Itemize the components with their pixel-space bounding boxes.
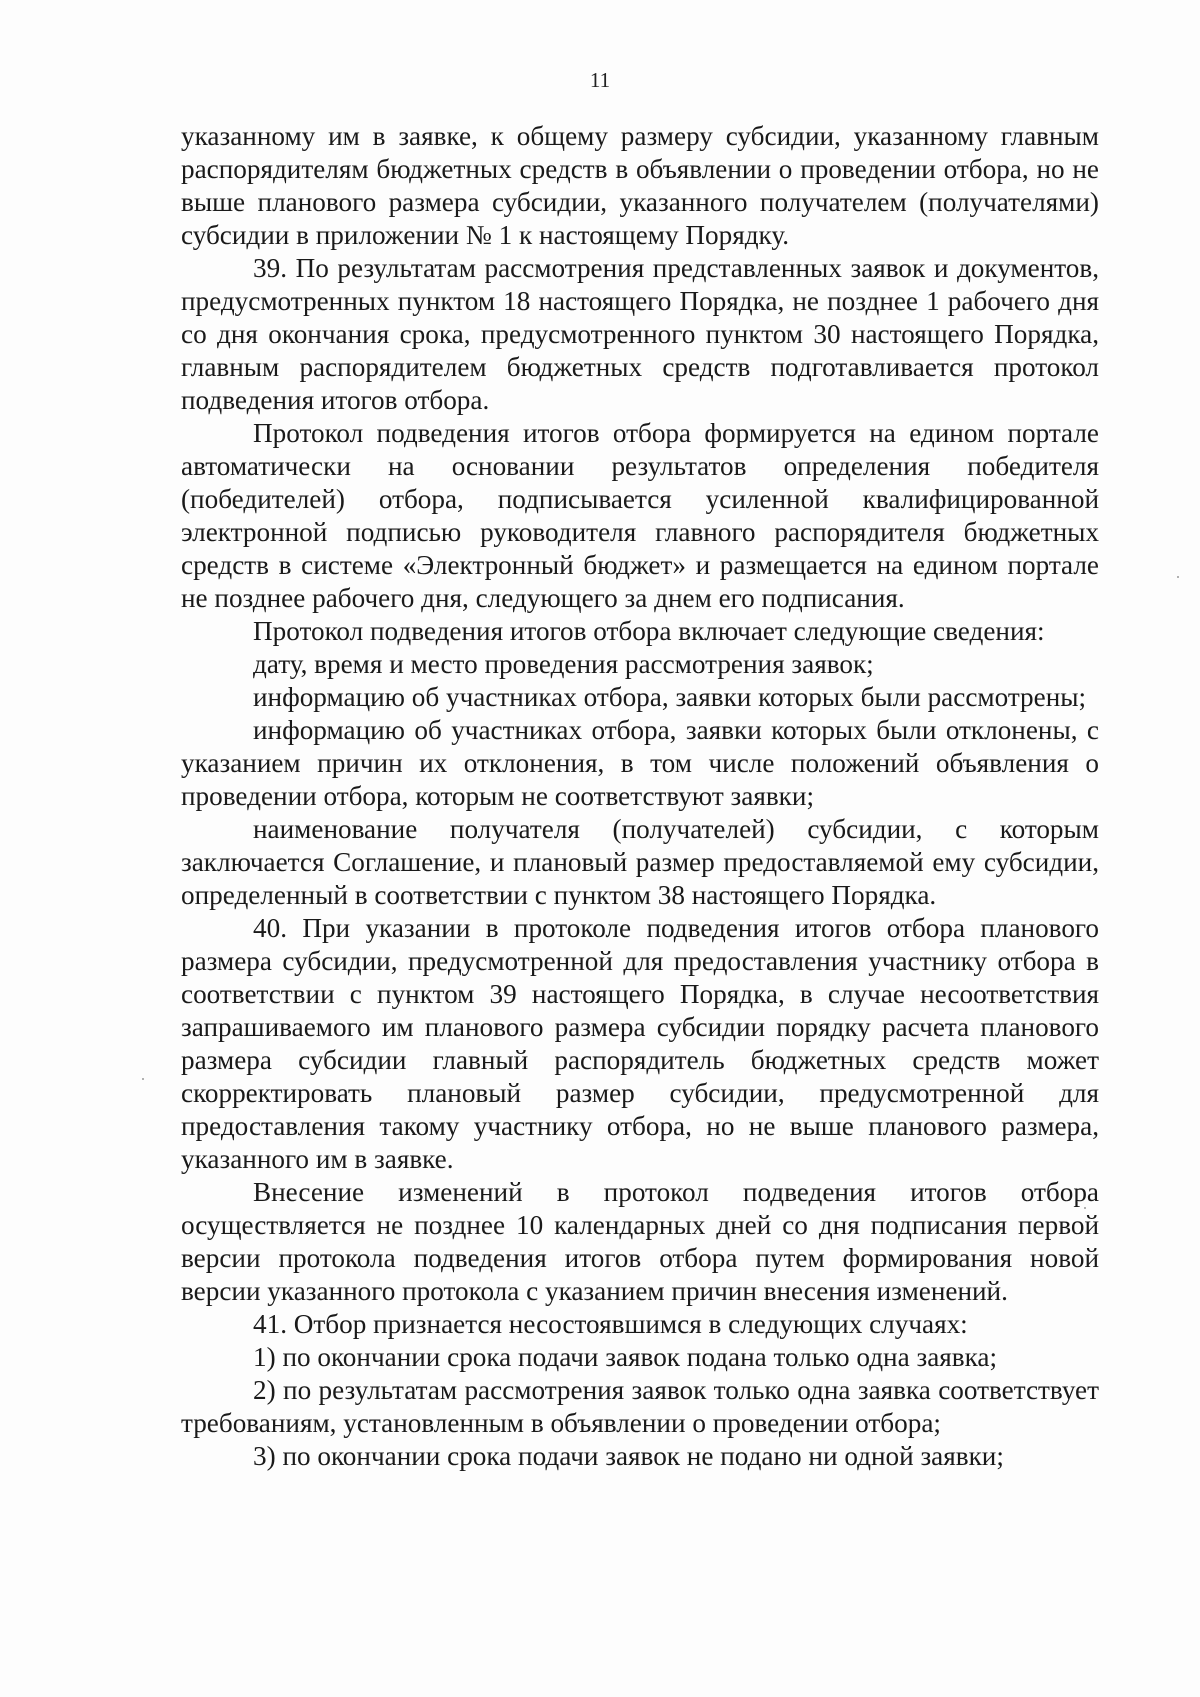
paragraph-protocol-changes: Внесение изменений в протокол подведения итогов отбора осуществляется не позднее 10 календарных дней со дня подписания первой версии протокола подведения итогов отбора путем формирования новой версии указанного протокола с указанием причин внесения изменений.	[181, 1177, 1099, 1306]
scan-speck	[142, 1078, 144, 1080]
paragraph-continuation: указанному им в заявке, к общему размеру субсидии, указанному главным распорядителям бюджетных средств в объявлении о проведении отбора, но не выше планового размера субсидии, указанного получателем (получателями) субсидии в приложении № 1 к настоящему Порядку.	[181, 121, 1099, 250]
scan-speck	[1084, 1207, 1086, 1209]
paragraph-list-reviewed: информацию об участниках отбора, заявки которых были рассмотрены;	[253, 682, 1087, 712]
paragraph-case-3: 3) по окончании срока подачи заявок не подано ни одной заявки;	[253, 1441, 1004, 1471]
document-body	[181, 120, 1099, 1473]
paragraph-list-rejected: информацию об участниках отбора, заявки которых были отклонены, с указанием причин их отклонения, в том числе положений объявления о проведении отбора, которым не соответствуют заявки;	[181, 715, 1099, 811]
paragraph-protocol-contents: Протокол подведения итогов отбора включает следующие сведения:	[253, 616, 1045, 646]
paragraph-item-41: 41. Отбор признается несостоявшимся в следующих случаях:	[253, 1309, 968, 1339]
paragraph-list-recipient: наименование получателя (получателей) субсидии, с которым заключается Соглашение, и плановый размер предоставляемой ему субсидии, определенный в соответствии с пунктом 38 настоящего Порядка.	[181, 814, 1099, 910]
paragraph-list-date: дату, время и место проведения рассмотрения заявок;	[253, 649, 874, 679]
paragraph-case-2: 2) по результатам рассмотрения заявок только одна заявка соответствует требованиям, установленным в объявлении о проведении отбора;	[181, 1375, 1099, 1438]
paragraph-case-1: 1) по окончании срока подачи заявок подана только одна заявка;	[253, 1342, 998, 1372]
page-number: 11	[589, 68, 611, 92]
paragraph-item-40: 40. При указании в протоколе подведения итогов отбора планового размера субсидии, предусмотренной для предоставления участнику отбора в соответствии с пунктом 39 настоящего Порядка, в случае несоответствия запрашиваемого им планового размера субсидии порядку расчета планового размера субсидии главный распорядитель бюджетных средств может скорректировать плановый размер субсидии, предусмотренной для предоставления такому участнику отбора, но не выше планового размера, указанного им в заявке.	[181, 913, 1099, 1174]
scan-speck	[1177, 576, 1179, 578]
paragraph-item-39: 39. По результатам рассмотрения представленных заявок и документов, предусмотренных пунктом 18 настоящего Порядка, не позднее 1 рабочего дня со дня окончания срока, предусмотренного пунктом 30 настоящего Порядка, главным распорядителем бюджетных средств подготавливается протокол подведения итогов отбора.	[181, 253, 1099, 415]
paragraph-protocol-formation: Протокол подведения итогов отбора формируется на едином портале автоматически на основании результатов определения победителя (победителей) отбора, подписывается усиленной квалифицированной электронной подписью руководителя главного распорядителя бюджетных средств в системе «Электронный бюджет» и размещается на едином портале не позднее рабочего дня, следующего за днем его подписания.	[181, 418, 1099, 613]
